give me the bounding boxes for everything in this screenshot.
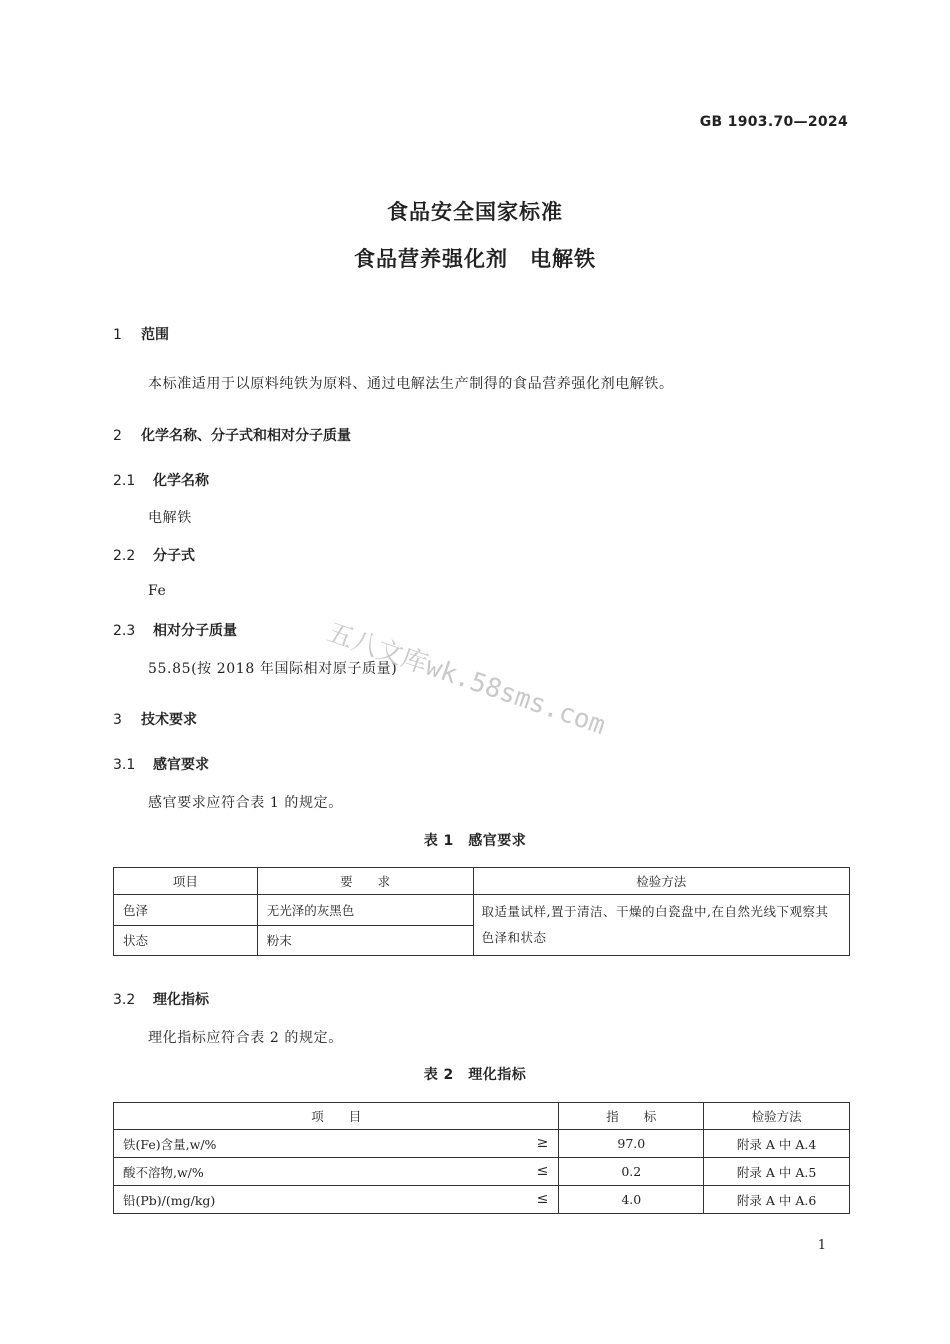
- section-number: 2: [113, 428, 122, 444]
- column-header-requirement: 要 求: [257, 868, 473, 895]
- section-title: 化学名称、分子式和相对分子质量: [141, 428, 351, 444]
- table-header-row: [114, 868, 850, 895]
- section-number: 2.1: [113, 473, 136, 489]
- watermark: 五八文库wk.58sms.com: [323, 617, 609, 742]
- section-2-2-heading: [113, 545, 195, 565]
- cell-item: 色泽: [114, 895, 258, 926]
- table-1: [113, 867, 850, 956]
- document-subtitle: 食品营养强化剂 电解铁: [354, 247, 596, 271]
- section-number: 2.3: [113, 623, 136, 639]
- cell-item: [114, 1186, 559, 1214]
- section-2-2-text: Fe: [148, 583, 167, 599]
- item-label: 酸不溶物,w/%: [123, 1164, 204, 1180]
- section-3-heading: [113, 709, 197, 729]
- cell-value: 4.0: [559, 1186, 704, 1214]
- section-title: 理化指标: [153, 992, 209, 1008]
- standard-number: GB 1903.70—2024: [699, 114, 848, 130]
- document-title: 食品安全国家标准: [387, 200, 563, 224]
- section-number: 3: [113, 712, 122, 728]
- section-title: 范围: [141, 327, 169, 343]
- section-title: 化学名称: [153, 473, 209, 489]
- section-number: 3.1: [113, 757, 136, 773]
- table-row: [114, 1158, 850, 1186]
- table-header-row: [114, 1103, 850, 1130]
- column-header-method: 检验方法: [704, 1103, 850, 1130]
- table-1-caption: 表 1 感官要求: [423, 833, 527, 849]
- cell-value: 0.2: [559, 1158, 704, 1186]
- table-2-caption: 表 2 理化指标: [423, 1067, 527, 1083]
- section-2-heading: [113, 425, 351, 445]
- item-label: 铅(Pb)/(mg/kg): [123, 1192, 216, 1208]
- table-row: [114, 1186, 850, 1214]
- section-2-3-heading: [113, 620, 237, 640]
- section-3-2-text: 理化指标应符合表 2 的规定。: [148, 1030, 343, 1046]
- cell-method: 附录 A 中 A.4: [704, 1130, 850, 1158]
- section-title: 相对分子质量: [153, 623, 237, 639]
- section-title: 感官要求: [153, 757, 209, 773]
- section-number: 3.2: [113, 992, 136, 1008]
- cell-item: [114, 1130, 559, 1158]
- section-1-text: 本标准适用于以原料纯铁为原料、通过电解法生产制得的食品营养强化剂电解铁。: [148, 376, 674, 392]
- cell-method: 附录 A 中 A.6: [704, 1186, 850, 1214]
- section-title: 技术要求: [141, 712, 197, 728]
- section-title: 分子式: [153, 548, 195, 564]
- cell-value: 97.0: [559, 1130, 704, 1158]
- relation-symbol: ≤: [536, 1190, 549, 1207]
- table-row: [114, 1130, 850, 1158]
- table-row: [114, 895, 850, 926]
- section-number: 2.2: [113, 548, 136, 564]
- cell-method: 取适量试样,置于清洁、干燥的白瓷盘中,在自然光线下观察其色泽和状态: [473, 895, 849, 956]
- column-header-index: 指 标: [559, 1103, 704, 1130]
- column-header-item: 项目: [114, 868, 258, 895]
- cell-item: [114, 1158, 559, 1186]
- column-header-method: 检验方法: [473, 868, 849, 895]
- section-2-1-text: 电解铁: [148, 510, 192, 526]
- section-2-3-text: 55.85(按 2018 年国际相对原子质量): [148, 661, 398, 677]
- section-3-1-heading: [113, 754, 209, 774]
- section-3-1-text: 感官要求应符合表 1 的规定。: [148, 795, 343, 811]
- relation-symbol: ≤: [536, 1162, 549, 1179]
- item-label: 铁(Fe)含量,w/%: [123, 1136, 217, 1152]
- page-number: 1: [817, 1238, 826, 1253]
- cell-method: 附录 A 中 A.5: [704, 1158, 850, 1186]
- section-number: 1: [113, 327, 122, 343]
- section-3-2-heading: [113, 989, 209, 1009]
- relation-symbol: ≥: [536, 1134, 549, 1151]
- column-header-item: 项 目: [114, 1103, 559, 1130]
- cell-requirement: 粉末: [257, 925, 473, 956]
- cell-item: 状态: [114, 925, 258, 956]
- section-2-1-heading: [113, 470, 209, 490]
- cell-requirement: 无光泽的灰黑色: [257, 895, 473, 926]
- table-2: [113, 1102, 850, 1214]
- section-1-heading: [113, 324, 169, 344]
